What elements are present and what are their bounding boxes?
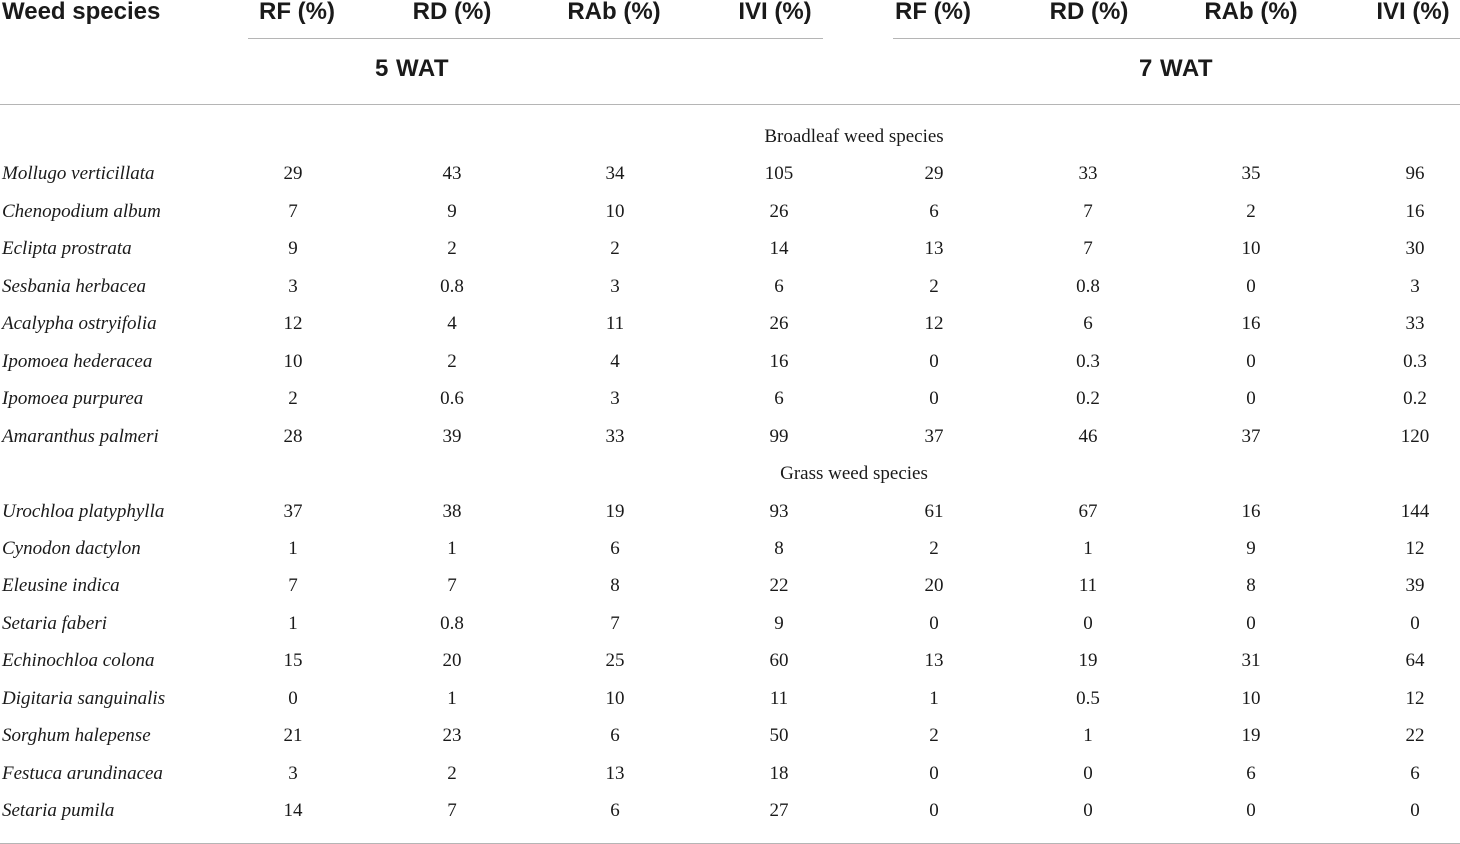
table-cell: 3 (610, 275, 620, 297)
table-cell: 13 (924, 650, 944, 672)
table-cell: 22 (1405, 725, 1425, 747)
table-cell: 43 (442, 163, 462, 185)
table-cell: 6 (1246, 762, 1256, 784)
table-cell: 6 (610, 800, 620, 822)
table-cell: 0.8 (440, 612, 464, 634)
table-cell: 0.2 (1403, 388, 1427, 410)
table-cell: 1 (288, 612, 298, 634)
table-cell: 3 (288, 762, 298, 784)
table-cell: 9 (288, 238, 298, 260)
table-cell: 29 (283, 163, 303, 185)
table-cell: 9 (774, 612, 784, 634)
table-cell: 4 (610, 350, 620, 372)
table-cell: 7 (447, 800, 457, 822)
group-rule-7wat (893, 38, 1460, 39)
table-cell: 1 (447, 537, 457, 559)
table-cell: 0.3 (1403, 350, 1427, 372)
table-cell: 16 (1241, 500, 1261, 522)
table-cell: 30 (1405, 238, 1425, 260)
table-cell: 67 (1078, 500, 1098, 522)
table-cell: 13 (924, 238, 944, 260)
group-label-7wat: 7 WAT (1138, 55, 1214, 82)
species-name: Sesbania herbacea (2, 275, 147, 297)
table-row (0, 386, 1460, 412)
table-cell: 19 (1241, 725, 1261, 747)
table-row (0, 199, 1460, 225)
table-cell: 1 (1083, 537, 1093, 559)
table-cell: 144 (1400, 500, 1430, 522)
table-cell: 8 (1246, 575, 1256, 597)
table-cell: 0 (1246, 388, 1256, 410)
table-cell: 61 (924, 500, 944, 522)
species-name: Ipomoea purpurea (2, 388, 144, 410)
col-header-7wat-rab: RAb (%) (1204, 0, 1298, 25)
table-cell: 6 (610, 725, 620, 747)
table-cell: 33 (605, 425, 625, 447)
table-row (0, 611, 1460, 637)
table-cell: 0 (1410, 800, 1420, 822)
table-cell: 34 (605, 163, 625, 185)
table-row (0, 723, 1460, 749)
table-cell: 0 (1246, 800, 1256, 822)
species-column-header: Weed species (2, 0, 161, 25)
species-name: Chenopodium album (2, 200, 161, 222)
table-cell: 4 (447, 313, 457, 335)
table-cell: 21 (283, 725, 303, 747)
table-cell: 12 (1405, 687, 1425, 709)
species-name: Cynodon dactylon (2, 537, 141, 559)
table-cell: 50 (769, 725, 789, 747)
table-row (0, 648, 1460, 674)
table-cell: 14 (769, 238, 789, 260)
table-cell: 0.5 (1076, 687, 1100, 709)
table-cell: 1 (447, 687, 457, 709)
species-name: Sorghum halepense (2, 725, 151, 747)
table-row (0, 236, 1460, 262)
table-cell: 3 (610, 388, 620, 410)
table-cell: 10 (1241, 238, 1261, 260)
table-cell: 10 (605, 687, 625, 709)
table-cell: 120 (1400, 425, 1430, 447)
table-row (0, 424, 1460, 450)
table-cell: 28 (283, 425, 303, 447)
table-cell: 7 (610, 612, 620, 634)
table-cell: 37 (1241, 425, 1261, 447)
species-name: Amaranthus palmeri (2, 425, 159, 447)
table-cell: 12 (1405, 537, 1425, 559)
section-heading: Grass weed species (780, 463, 928, 485)
table-cell: 1 (1083, 725, 1093, 747)
table-cell: 11 (1078, 575, 1098, 597)
table-cell: 14 (283, 800, 303, 822)
table-cell: 22 (769, 575, 789, 597)
table-cell: 20 (442, 650, 462, 672)
table-row (0, 573, 1460, 599)
table-cell: 10 (1241, 687, 1261, 709)
table-cell: 6 (1083, 313, 1093, 335)
table-cell: 13 (605, 762, 625, 784)
table-cell: 1 (288, 537, 298, 559)
col-header-5wat-rab: RAb (%) (567, 0, 661, 25)
table-cell: 19 (1078, 650, 1098, 672)
group-label-5wat: 5 WAT (374, 55, 450, 82)
table-cell: 0.8 (440, 275, 464, 297)
table-row (0, 499, 1460, 525)
table-cell: 3 (1410, 275, 1420, 297)
table-cell: 16 (1241, 313, 1261, 335)
table-cell: 20 (924, 575, 944, 597)
col-header-7wat-rf: RF (%) (895, 0, 971, 25)
table-row (0, 761, 1460, 787)
table-cell: 2 (447, 762, 457, 784)
col-header-5wat-rd: RD (%) (412, 0, 492, 25)
table-cell: 39 (442, 425, 462, 447)
table-cell: 18 (769, 762, 789, 784)
table-cell: 0.8 (1076, 275, 1100, 297)
species-name: Setaria pumila (2, 800, 115, 822)
table-cell: 11 (605, 313, 625, 335)
table-cell: 99 (769, 425, 789, 447)
table-cell: 23 (442, 725, 462, 747)
table-cell: 6 (610, 537, 620, 559)
table-cell: 0 (1083, 612, 1093, 634)
table-cell: 11 (769, 687, 789, 709)
group-rule-5wat (248, 38, 823, 39)
species-name: Eclipta prostrata (2, 238, 132, 260)
species-name: Acalypha ostryifolia (2, 313, 157, 335)
table-cell: 6 (774, 275, 784, 297)
table-cell: 7 (288, 575, 298, 597)
table-cell: 2 (929, 725, 939, 747)
table-cell: 26 (769, 313, 789, 335)
table-cell: 6 (774, 388, 784, 410)
table-cell: 25 (605, 650, 625, 672)
table-cell: 0 (929, 762, 939, 784)
table-row (0, 311, 1460, 337)
species-name: Urochloa platyphylla (2, 500, 165, 522)
table-cell: 8 (774, 537, 784, 559)
species-name: Digitaria sanguinalis (2, 687, 166, 709)
table-cell: 12 (283, 313, 303, 335)
table-cell: 1 (929, 687, 939, 709)
table-cell: 0 (1083, 762, 1093, 784)
table-cell: 29 (924, 163, 944, 185)
table-cell: 2 (447, 350, 457, 372)
table-cell: 0.3 (1076, 350, 1100, 372)
species-name: Ipomoea hederacea (2, 350, 153, 372)
table-cell: 37 (924, 425, 944, 447)
table-cell: 0.2 (1076, 388, 1100, 410)
table-row (0, 274, 1460, 300)
col-header-7wat-ivi: IVI (%) (1376, 0, 1450, 25)
table-cell: 10 (605, 200, 625, 222)
table-cell: 0 (929, 388, 939, 410)
table-row (0, 798, 1460, 824)
table-cell: 7 (1083, 238, 1093, 260)
species-name: Setaria faberi (2, 612, 108, 634)
table-cell: 0 (1246, 350, 1256, 372)
table-cell: 0 (1083, 800, 1093, 822)
table-cell: 7 (447, 575, 457, 597)
table-cell: 10 (283, 350, 303, 372)
table-row (0, 536, 1460, 562)
table-cell: 8 (610, 575, 620, 597)
table-cell: 6 (1410, 762, 1420, 784)
table-cell: 9 (1246, 537, 1256, 559)
table-cell: 7 (288, 200, 298, 222)
table-cell: 0 (929, 800, 939, 822)
table-cell: 0 (929, 612, 939, 634)
table-cell: 0.6 (440, 388, 464, 410)
species-name: Festuca arundinacea (2, 762, 163, 784)
table-cell: 2 (610, 238, 620, 260)
table-row (0, 349, 1460, 375)
section-heading: Broadleaf weed species (764, 126, 944, 147)
table-cell: 2 (1246, 200, 1256, 222)
table-cell: 60 (769, 650, 789, 672)
col-header-5wat-ivi: IVI (%) (738, 0, 812, 25)
table-cell: 9 (447, 200, 457, 222)
table-cell: 2 (447, 238, 457, 260)
table-cell: 39 (1405, 575, 1425, 597)
table-cell: 0 (288, 687, 298, 709)
table-cell: 37 (283, 500, 303, 522)
header-divider (0, 104, 1460, 105)
col-header-7wat-rd: RD (%) (1049, 0, 1129, 25)
table-cell: 38 (442, 500, 462, 522)
table-cell: 0 (1246, 275, 1256, 297)
table-cell: 93 (769, 500, 789, 522)
table-cell: 64 (1405, 650, 1425, 672)
table-cell: 15 (283, 650, 303, 672)
table-cell: 12 (924, 313, 944, 335)
table-cell: 0 (1246, 612, 1256, 634)
table-cell: 27 (769, 800, 789, 822)
table-cell: 26 (769, 200, 789, 222)
species-name: Eleusine indica (2, 575, 120, 597)
species-name: Mollugo verticillata (2, 163, 155, 185)
table-cell: 16 (769, 350, 789, 372)
table-row (0, 161, 1460, 187)
table-cell: 0 (1410, 612, 1420, 634)
table-row (0, 686, 1460, 712)
table-cell: 31 (1241, 650, 1261, 672)
table-cell: 2 (929, 537, 939, 559)
table-cell: 16 (1405, 200, 1425, 222)
table-cell: 33 (1405, 313, 1425, 335)
table-cell: 0 (929, 350, 939, 372)
table-cell: 105 (764, 163, 794, 185)
table-cell: 7 (1083, 200, 1093, 222)
table-cell: 2 (929, 275, 939, 297)
col-header-5wat-rf: RF (%) (259, 0, 335, 25)
table-cell: 96 (1405, 163, 1425, 185)
table-cell: 6 (929, 200, 939, 222)
table-cell: 19 (605, 500, 625, 522)
table-cell: 33 (1078, 163, 1098, 185)
table-cell: 46 (1078, 425, 1098, 447)
table-cell: 2 (288, 388, 298, 410)
species-name: Echinochloa colona (2, 650, 155, 672)
table-cell: 3 (288, 275, 298, 297)
table-cell: 35 (1241, 163, 1261, 185)
